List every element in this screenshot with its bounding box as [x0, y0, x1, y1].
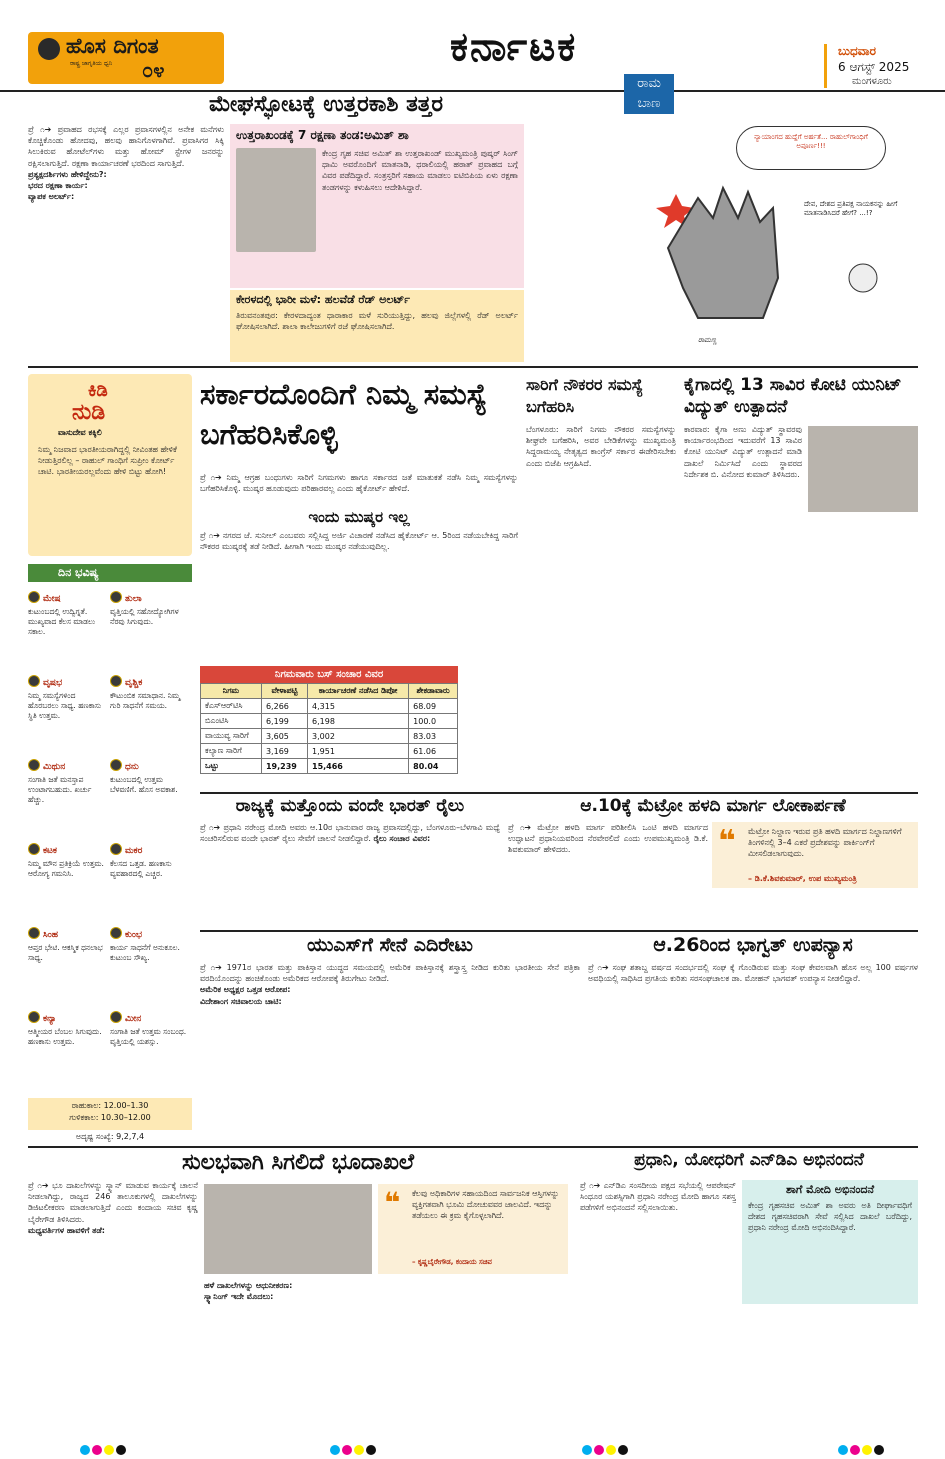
- registration-marks-3: [582, 1440, 630, 1459]
- kerala-headline: ಕೇರಳದಲ್ಲಿ ಭಾರೀ ಮಳೆ: ಹಲವೆಡೆ ರೆಡ್ ಅಲರ್ಟ್: [236, 293, 410, 306]
- table-cell: ವಾಯುವ್ಯ ಸಾರಿಗೆ: [201, 729, 262, 744]
- horoscope-sign-text: ನಿಮ್ಮ ಮೌನ ಪ್ರತಿಕ್ರಿಯೆ ಉತ್ತಮ. ಆರೋಗ್ಯ ಗಮನಿಸಿ.: [28, 859, 104, 878]
- vidyut-headline-wrap: [684, 374, 918, 418]
- table-row: [201, 714, 458, 729]
- brand-number: ೦೪: [142, 58, 165, 82]
- row-divider-2: [200, 792, 918, 794]
- cartoon-panel: [628, 118, 918, 362]
- horoscope-sign-text: ನಿಮ್ಮ ಸಮಸ್ಯೆಗಳಿಂದ ಹೊರಬರಲು ಸಾಧ್ಯ. ಹಣಕಾಸು ಸ್ಥಿತಿ ಉತ್ತಮ.: [28, 691, 102, 720]
- bus-table-header-cell: ಶೇಕಡಾವಾರು: [409, 684, 458, 699]
- horoscope-sign-name: ಕುಂಭ: [125, 930, 143, 940]
- cartoon-caption: ದೇವ, ದೇಶದ ಪ್ರತಿಪಕ್ಷ ನಾಯಕನನ್ನು ಹೀಗೆ ಮಾತನಾಡಿಸಿದರೆ ಹೇಗೆ? ...!?: [804, 200, 898, 217]
- table-cell: 6,198: [308, 714, 409, 729]
- bhoodakhale-headline: ಸುಲಭವಾಗಿ ಸಿಗಲಿದೆ ಭೂದಾಖಲೆ: [181, 1150, 415, 1175]
- logo-emblem-icon: [38, 38, 60, 60]
- metro-quote-box: [712, 822, 918, 888]
- kidi-author: ವಾಸುದೇವ ಕಕ್ಕಿಲಿ: [58, 428, 102, 437]
- amitshah-photo: [236, 148, 316, 252]
- table-cell: ಒಟ್ಟು: [201, 759, 262, 774]
- horoscope-sign: [110, 838, 188, 918]
- horoscope-sign-name: ಕನ್ಯಾ: [43, 1014, 57, 1024]
- vandebharat-body-text: ಪ್ರೆ ೧➔ ಪ್ರಧಾನಿ ನರೇಂದ್ರ ಮೋದಿ ಅವರು ಆ.10ರ ಭಾನುವಾರ ರಾಜ್ಯ ಪ್ರವಾಸದಲ್ಲಿದ್ದು, ಬೆಂಗಳೂರು–ಬೆಳಗಾವಿ ಮಧ್ಯೆ ಸಂಚರಿಸಲಿರುವ ವಂದೇ ಭಾರತ್ ರೈಲು ಸೇವೆಗೆ ಚಾಲನೆ ನೀಡಲಿದ್ದಾರೆ.: [200, 823, 500, 844]
- table-cell: ಬಿಎಂಟಿಸಿ: [201, 714, 262, 729]
- horoscope-sign-name: ಮಕರ: [125, 846, 143, 856]
- section-title: ಕರ್ನಾಟಕ: [450, 24, 578, 70]
- horoscope-sign-text: ಕೌಟುಂಬಿಕ ಸಮಾಧಾನ. ನಿಮ್ಮ ಗುರಿ ಸಾಧನೆಗೆ ಸಮಯ.: [110, 691, 181, 710]
- horoscope-sign: [28, 586, 106, 666]
- amitshah-body: ಕೇಂದ್ರ ಗೃಹ ಸಚಿವ ಅಮಿತ್ ಶಾ ಉತ್ತರಾಖಂಡ್ ಮುಖ್ಯಮಂತ್ರಿ ಪುಷ್ಕರ್ ಸಿಂಗ್ ಧಾಮಿ ಅವರೊಂದಿಗೆ ಮಾತನಾಡಿ, ಧರಾಲಿಯಲ್ಲಿ ಹಠಾತ್ ಪ್ರವಾಹದ ಬಗ್ಗೆ ವಿವರ ಪಡೆದಿದ್ದಾರೆ. ಸಂತ್ರಸ್ತರಿಗೆ ಸಹಾಯ ಮಾಡಲು ಐಟಿಬಿಪಿಯ ಏಳು ರಕ್ಷಣಾ ತಂಡಗಳನ್ನು ಕಳುಹಿಸಲು ಆದೇಶಿಸಿದ್ದಾರೆ.: [322, 149, 518, 192]
- zodiac-icon: [110, 843, 122, 855]
- metro-body-cont: [712, 892, 918, 926]
- horoscope-sign-name: ಸಿಂಹ: [43, 930, 59, 940]
- horoscope-sign: [28, 754, 106, 834]
- noukara-headline-wrap: [526, 374, 676, 418]
- horoscope-sign: [28, 838, 106, 918]
- table-row: [201, 729, 458, 744]
- brand-tagline: ರಾಷ್ಟ್ರ ಜಾಗೃತಿಯ ಧ್ವನಿ: [70, 60, 113, 67]
- table-cell: 3,002: [308, 729, 409, 744]
- zodiac-icon: [110, 759, 122, 771]
- issue-city: ಮಂಗಳೂರು: [852, 76, 892, 87]
- table-cell: 68.09: [409, 699, 458, 714]
- bus-table-header-cell: ಕಾರ್ಯಾಚರಣೆ ನಡೆಸಿದ ಡಿಪೋ: [308, 684, 409, 699]
- vidyut-photo: [808, 426, 918, 512]
- nda-body: ಪ್ರೆ ೧➔ ಎನ್‌ಡಿಎ ಸಂಸದೀಯ ಪಕ್ಷದ ಸಭೆಯಲ್ಲಿ ಆಪರೇಷನ್ ಸಿಂಧೂರ ಯಶಸ್ಸಿಗಾಗಿ ಪ್ರಧಾನಿ ನರೇಂದ್ರ ಮೋದಿ ಹಾಗೂ ಸಶಸ್ತ್ರ ಪಡೆಗಳಿಗೆ ಅಭಿನಂದನೆ ಸಲ್ಲಿಸಲಾಯಿತು.: [580, 1181, 736, 1213]
- horoscope-title: ದಿನ ಭವಿಷ್ಯ: [28, 564, 192, 582]
- bhoodakhale-subhead-3: ಸ್ಕ್ಯಾನಿಂಗ್ ಇದೇ ಮೊದಲು:: [204, 1292, 274, 1302]
- cartoon-speech-bubble-1: ನ್ಯಾಯಾಂಗದ ಹುದ್ದೆಗೆ ಅರ್ಹತೆ... ರಾಹುಲ್‌ಗಾಂಧಿಗೆ ಅಪೂರ್ಣ!!!: [736, 126, 886, 170]
- bus-table-title: ನಿಗಮವಾರು ಬಸ್ ಸಂಚಾರ ವಿವರ: [200, 666, 458, 683]
- cloudburst-headline-wrap: [28, 92, 624, 118]
- bhagwat-body: ಪ್ರೆ ೧➔ ಸಂಘ ಶತಾಬ್ದ ವರ್ಷದ ಸಂದರ್ಭದಲ್ಲಿ ಸಂಘ ಕ್ಕೆ ಗೊಂಡಿರುವ ಮತ್ತು ಸಂಘ ಕೇವಲವಾಗಿ ಹೊಸ ಅಲ್ಲ 100 ವರ್ಷಗಳ ಅವಧಿಯಲ್ಲಿ ಸಾಧಿಸಿದ ಪ್ರಗತಿಯ ಕುರಿತು ಸರಸಂಘಚಾಲಕ ಡಾ. ಮೋಹನ್ ಭಾಗವತ್ ಉಪನ್ಯಾಸ ನೀಡಲಿದ್ದಾರೆ.: [588, 963, 918, 984]
- metro-quote: ಮೆಟ್ರೋ ನಿಲ್ದಾಣ ಇರುವ ಪ್ರತಿ ಹಳದಿ ಮಾರ್ಗದ ನಿಲ್ದಾಣಗಳಿಗೆ ತಿಂಗಳಿನಲ್ಲಿ 3–4 ಎಕರೆ ಪ್ರದೇಶವನ್ನು ಪಾರ್ಕಿಂಗ್‌ಗೆ ಮೀಸಲಿಡಲಾಗುವುದು.: [748, 827, 902, 859]
- vandebharat-headline: ರಾಜ್ಯಕ್ಕೆ ಮತ್ತೊಂದು ವಂದೇ ಭಾರತ್ ರೈಲು: [235, 796, 465, 816]
- table-cell: 61.06: [409, 744, 458, 759]
- horoscope-sign-name: ಮಿಥುನ: [43, 762, 66, 772]
- table-cell: 80.04: [409, 759, 458, 774]
- issue-day: ಬುಧವಾರ: [838, 44, 876, 58]
- bhoodakhale-quote: ಕೆಲವು ಅಧಿಕಾರಿಗಳ ಸಹಾಯದಿಂದ ಸಾರ್ವಜನಿಕ ಆಸ್ತಿಗಳನ್ನು ವ್ಯಕ್ತಿಗತವಾಗಿ ಭೂಮಿ ದೋಚುವವರ ಜಾಲವಿದೆ. ಇದನ್ನು ತಡೆಯಲು ಈ ಕ್ರಮ ಕೈಗೊಳ್ಳಲಾಗಿದೆ.: [412, 1189, 560, 1221]
- usa-subhead-1: ಅಮೆರಿಕ ಅಧ್ಯಕ್ಷರ ಒತ್ತಡ ಆರೋಪ:: [200, 985, 291, 995]
- bhoodakhale-quote-author: – ಕೃಷ್ಣಬೈರೇಗೌಡ, ಕಂದಾಯ ಸಚಿವ: [412, 1258, 492, 1266]
- bhagwat-headline: ಆ.26ರಿಂದ ಭಾಗ್ವತ್ ಉಪನ್ಯಾಸ: [653, 934, 853, 956]
- bus-table: [200, 683, 458, 774]
- mushkara-body: ಪ್ರೆ ೧➔ ನಗರದ ಜೆ. ಸುನೀಲ್ ಎಂಬವರು ಸಲ್ಲಿಸಿದ್ದ ಅರ್ಜಿ ವಿಚಾರಣೆ ನಡೆಸಿದ ಹೈಕೋರ್ಟ್ ಆ. 5ರಿಂದ ನಡೆಯಬೇಕಿದ್ದ ಸಾರಿಗೆ ನೌಕರರ ಮುಷ್ಕರಕ್ಕೆ ತಡೆ ನೀಡಿದೆ. ಹೀಗಾಗಿ ಇಂದು ಮುಷ್ಕರ ನಡೆಯುವುದಿಲ್ಲ.: [200, 531, 518, 552]
- sarkara-headline: ಸರ್ಕಾರದೊಂದಿಗೆ ನಿಮ್ಮ ಸಮಸ್ಯೆ ಬಗೆಹರಿಸಿಕೊಳ್ಳಿ: [200, 377, 488, 451]
- horoscope-sign-text: ಕುಟುಂಬದಲ್ಲಿ ಉದ್ವಿಗ್ನತೆ. ಮುಖ್ಯವಾದ ಕೆಲಸ ಮಾಡಲು ಸಕಾಲ.: [28, 607, 96, 636]
- zodiac-icon: [28, 591, 40, 603]
- sarkara-headline-wrap: [200, 374, 518, 470]
- gulikakala: ಗುಳಿಕಕಾಲ: 10.30–12.00: [69, 1113, 151, 1122]
- table-cell: 4,315: [308, 699, 409, 714]
- kidi-subtitle: ನುಡಿ: [72, 400, 106, 425]
- horoscope-sign-name: ತುಲಾ: [125, 594, 142, 604]
- usa-body-text: ಪ್ರೆ ೧➔ 1971ರ ಭಾರತ ಮತ್ತು ಪಾಕಿಸ್ತಾನ ಯುದ್ಧದ ಸಮಯದಲ್ಲಿ ಅಮೆರಿಕ ಪಾಕಿಸ್ತಾನಕ್ಕೆ ಶಸ್ತ್ರಾಸ್ತ್ರ ನೀಡಿದ ಕುರಿತು ಭಾರತೀಯ ಸೇನೆ ಪತ್ರಿಕಾ ವರದಿಯೊಂದನ್ನು ಹಂಚಿಕೊಂಡು ಅಮೆರಿಕದ ಆರೋಪಕ್ಕೆ ತಿರುಗೇಟು ನೀಡಿದೆ.: [200, 963, 580, 984]
- horoscope-sign: [110, 922, 188, 1002]
- table-row: [201, 744, 458, 759]
- cloudburst-subhead-1: ಪ್ರತ್ಯಕ್ಷದರ್ಶಿಗಳು ಹೇಳಿದ್ದೇನು?:: [28, 169, 107, 179]
- rahukala-box: [28, 1098, 192, 1130]
- horoscope-sign-text: ಕುಟುಂಬದಲ್ಲಿ ಉತ್ತಮ ಬೆಳವಣಿಗೆ. ಹೊಸ ಅವಕಾಶ.: [110, 775, 178, 794]
- cloudburst-headline: ಮೇಘಸ್ಫೋಟಕ್ಕೆ ಉತ್ತರಕಾಶಿ ತತ್ತರ: [209, 92, 443, 117]
- zodiac-icon: [110, 927, 122, 939]
- ramabana-label-1: ರಾಮ: [637, 76, 661, 91]
- kidi-box: [28, 374, 192, 556]
- zodiac-icon: [110, 675, 122, 687]
- date-divider: [824, 44, 827, 88]
- usa-headline: ಯುಎಸ್‌ಗೆ ಸೇನೆ ಎದಿರೇಟು: [307, 934, 473, 956]
- horoscope-sign: [28, 1006, 106, 1086]
- nda-body-cont: [742, 1308, 918, 1434]
- kidi-title: ಕಿಡಿ: [88, 380, 108, 401]
- kidi-body: ನಿಮ್ಮ ನಿಜವಾದ ಭಾರತೀಯರಾಗಿದ್ದಲ್ಲಿ ನೀವಿಂತಹ ಹೇಳಿಕೆ ನೀಡುತ್ತಿರಲಿಲ್ಲ – ರಾಹುಲ್ ಗಾಂಧಿಗೆ ಸುಪ್ರೀಂ ಕೋರ್ಟ್ ಚಾಟಿ. ಭಾರತೀಯರಲ್ಲವೆಂದು ಹೇಳಿ ಬಿಟ್ಟು ಹೋಗಿ!: [38, 445, 177, 477]
- metro-body: ಪ್ರೆ ೧➔ ಮೆಟ್ರೋ ಹಳದಿ ಮಾರ್ಗ ಪರಿಶೀಲಿಸಿ ಒಂಟಿ ಹಳದಿ ಮಾರ್ಗದ ಉದ್ಘಾಟನೆ ಪ್ರಧಾನಿಯವರಿಂದ ನೆರವೇರಲಿದೆ ಎಂದು ಉಪಮುಖ್ಯಮಂತ್ರಿ ಡಿ.ಕೆ. ಶಿವಕುಮಾರ್ ಹೇಳಿದರು.: [508, 823, 708, 855]
- bhoodakhale-photo: [204, 1184, 372, 1274]
- bus-table-header-cell: ನಿಗಮ: [201, 684, 262, 699]
- horoscope-sign-name: ಧನು: [125, 762, 139, 772]
- lucky-number: ಅದೃಷ್ಟ ಸಂಖ್ಯೆ: 9,2,7,4: [75, 1132, 145, 1141]
- vidyut-body-cont: [808, 516, 918, 788]
- rahukala: ರಾಹುಕಾಲ: 12.00–1.30: [71, 1101, 149, 1110]
- horoscope-sign-name: ಮೇಷ: [43, 594, 61, 604]
- horoscope-sign-text: ವೃತ್ತಿಯಲ್ಲಿ ಸಹೋದ್ಯೋಗಿಗಳ ನೆರವು ಸಿಗುವುದು.: [110, 607, 179, 626]
- amitshah-headline: ಉತ್ತರಾಖಂಡಕ್ಕೆ 7 ರಕ್ಷಣಾ ತಂಡ:ಅಮಿತ್ ಶಾ: [236, 128, 409, 142]
- nda-box-title: ಶಾಗೆ ಮೋದಿ ಅಭಿನಂದನೆ: [785, 1183, 875, 1196]
- horoscope-sign: [110, 670, 188, 750]
- table-cell: 100.0: [409, 714, 458, 729]
- horoscope-sign-name: ಮೀನ: [125, 1014, 142, 1024]
- row-divider-1: [28, 366, 918, 368]
- horoscope-sign-name: ಕಟಕ: [43, 846, 57, 856]
- table-cell: 3,605: [261, 729, 307, 744]
- brand-name: ಹೊಸ ದಿಗಂತ: [66, 34, 159, 58]
- vandebharat-subhead: ರೈಲು ಸಂಚಾರ ವಿವರ:: [373, 834, 431, 844]
- kerala-body: ತಿರುವನಂತಪುರ: ಕೇರಳದಾದ್ಯಂತ ಧಾರಾಕಾರ ಮಳೆ ಸುರಿಯುತ್ತಿದ್ದು, ಹಲವು ಜಿಲ್ಲೆಗಳಲ್ಲಿ ರೆಡ್ ಅಲರ್ಟ್ ಘೋಷಿಸಲಾಗಿದೆ. ಶಾಲಾ ಕಾಲೇಜುಗಳಿಗೆ ರಜೆ ಘೋಷಿಸಲಾಗಿದೆ.: [236, 311, 518, 332]
- table-cell: 83.03: [409, 729, 458, 744]
- zodiac-icon: [28, 843, 40, 855]
- table-cell: 15,466: [308, 759, 409, 774]
- zodiac-icon: [110, 1011, 122, 1023]
- zodiac-icon: [28, 759, 40, 771]
- horoscope-grid: [28, 586, 192, 1094]
- nda-box: [742, 1180, 918, 1304]
- table-cell: 19,239: [261, 759, 307, 774]
- zodiac-icon: [28, 675, 40, 687]
- horoscope-sign-text: ಆಪ್ತರ ಭೇಟಿ. ಆಕಸ್ಮಿಕ ಧನಲಾಭ ಸಾಧ್ಯ.: [28, 943, 103, 962]
- zodiac-icon: [110, 591, 122, 603]
- amitshah-story-box: [230, 124, 524, 288]
- usa-subhead-2: ವಿದೇಶಾಂಗ ಸಚಿವಾಲಯ ಚಾಟಿ:: [200, 996, 282, 1006]
- horoscope-sign: [110, 1006, 188, 1086]
- bhoodakhale-body: [28, 1180, 198, 1434]
- horoscope-sign-text: ಕಾರ್ಯ ಸಾಧನೆಗೆ ಅನುಕೂಲ. ಕುಟುಂಬ ಸೌಖ್ಯ.: [110, 943, 180, 962]
- bus-table-header-cell: ವೇಳಾಪಟ್ಟಿ: [261, 684, 307, 699]
- cloudburst-body-text: ಪ್ರೆ ೧➔ ಪ್ರವಾಹದ ರಭಸಕ್ಕೆ ಎಲ್ಲರ ಪ್ರವಾಸಗಳಲ್ಲಿನ ಅನೇಕ ಮನೆಗಳು ಕೊಚ್ಚಿಕೊಂಡು ಹೋದವು, ಹಲವು ಹಾನಿಗೊಳಗಾಗಿವೆ. ಪ್ರವಾಸಿಗರ ಸಿಕ್ಕಿ ಸಿಲುಕಿರುವ ಹೋಟೆಲ್‌ಗಳು ಮತ್ತು ಹೋಮ್ ಸ್ಟೇಗಳ ಜನರನ್ನು ರಕ್ಷಿಸಲಾಗುತ್ತಿದೆ. ರಕ್ಷಣಾ ಕಾರ್ಯಾಚರಣೆ ಭರದಿಂದ ಸಾಗುತ್ತಿದೆ.: [28, 125, 224, 168]
- registration-marks-1: [80, 1440, 128, 1459]
- horoscope-sign-name: ವೃಷಭ: [43, 678, 63, 688]
- masthead: [0, 0, 945, 92]
- bhoodakhale-subhead-1: ಮಧ್ಯವರ್ತಿಗಳ ಹಾವಳಿಗೆ ತಡೆ:: [28, 1225, 106, 1235]
- quote-mark-icon: ❝: [718, 824, 736, 859]
- registration-marks-4: [838, 1440, 886, 1459]
- cloudburst-body: [28, 124, 224, 360]
- metro-quote-author: – ಡಿ.ಕೆ.ಶಿವಕುಮಾರ್, ಉಪ ಮುಖ್ಯಮಂತ್ರಿ: [748, 874, 857, 883]
- usa-body: [200, 962, 580, 1140]
- row-divider-3: [200, 930, 918, 932]
- table-cell: 1,951: [308, 744, 409, 759]
- nda-headline: ಪ್ರಧಾನಿ, ಯೋಧರಿಗೆ ಎನ್‌ಡಿಎ ಅಭಿನಂದನೆ: [634, 1150, 864, 1170]
- vidyut-headline: ಕೈಗಾದಲ್ಲಿ 13 ಸಾವಿರ ಕೋಟಿ ಯುನಿಟ್ ವಿದ್ಯುತ್ ಉತ್ಪಾದನೆ: [684, 375, 902, 417]
- row-divider-4: [28, 1146, 918, 1148]
- horoscope-sign-text: ಕೆಲಸದ ಒತ್ತಡ. ಹಣಕಾಸು ವ್ಯವಹಾರದಲ್ಲಿ ಎಚ್ಚರ.: [110, 859, 172, 878]
- vidyut-body: ಕಾರವಾರ: ಕೈಗಾ ಅಣು ವಿದ್ಯುತ್ ಸ್ಥಾವರವು ಕಾರ್ಯಾರಂಭದಿಂದ ಇದುವರೆಗೆ 13 ಸಾವಿರ ಕೋಟಿ ಯುನಿಟ್ ವಿದ್ಯುತ್ ಉತ್ಪಾದನೆ ಮಾಡಿ ದಾಖಲೆ ನಿರ್ಮಿಸಿದೆ ಎಂದು ಸ್ಥಾವರದ ನಿರ್ದೇಶಕ ಬಿ. ವಿನೋದ ಕುಮಾರ್ ತಿಳಿಸಿದರು.: [684, 425, 802, 479]
- zodiac-icon: [28, 1011, 40, 1023]
- horoscope-sign-text: ಸಂಗಾತಿ ಜತೆ ಉತ್ತಮ ಸಂಬಂಧ. ವೃತ್ತಿಯಲ್ಲಿ ಯಶಸ್ಸು.: [110, 1027, 187, 1046]
- table-cell: 6,199: [261, 714, 307, 729]
- horoscope-sign: [28, 922, 106, 1002]
- table-cell: 3,169: [261, 744, 307, 759]
- sarkara-body: ಪ್ರೆ ೧➔ ನಿಮ್ಮ ಆಗ್ರಹ ಬಂಧುಗಳು ಸಾರಿಗೆ ನಿಗಮಗಳು ಹಾಗೂ ಸರ್ಕಾರದ ಜತೆ ಮಾತುಕತೆ ನಡೆಸಿ ನಿಮ್ಮ ಸಮಸ್ಯೆಗಳನ್ನು ಬಗೆಹರಿಸಿಕೊಳ್ಳಿ. ಮುಷ್ಕರ ಹೂಡುವುದು ಪರಿಹಾರವಲ್ಲ ಎಂದು ಹೈಕೋರ್ಟ್ ಹೇಳಿದೆ.: [200, 473, 518, 494]
- table-cell: ಕಲ್ಯಾಣ ಸಾರಿಗೆ: [201, 744, 262, 759]
- horoscope-sign: [28, 670, 106, 750]
- horoscope-sign: [110, 586, 188, 666]
- cartoon-artist: ರಾಮಣ್ಣ: [698, 336, 717, 344]
- table-cell: ಕೆಎಸ್ಆರ್‌ಟಿಸಿ: [201, 699, 262, 714]
- noukara-headline: ಸಾರಿಗೆ ನೌಕರರ ಸಮಸ್ಯೆ ಬಗೆಹರಿಸಿ: [526, 375, 644, 416]
- quote-mark-icon-2: ❝: [384, 1186, 401, 1219]
- mushkara-headline: ಇಂದು ಮುಷ್ಕರ ಇಲ್ಲ: [308, 508, 410, 526]
- bus-table-header-row: [201, 684, 458, 699]
- horoscope-sign-text: ಆತ್ಮೀಯರ ಬೆಂಬಲ ಸಿಗುವುದು. ಹಣಕಾಸು ಉತ್ತಮ.: [28, 1027, 102, 1046]
- zodiac-icon: [28, 927, 40, 939]
- horoscope-sign-text: ಸಂಗಾತಿ ಜತೆ ಮನಸ್ತಾಪ ಉಂಟಾಗಬಹುದು. ಖರ್ಚು ಹೆಚ್ಚು.: [28, 775, 92, 804]
- bhoodakhale-quote-box: [378, 1184, 568, 1274]
- bus-table-wrap: [200, 666, 458, 774]
- ramabana-label: [624, 74, 674, 114]
- horoscope-sign-name: ವೃಶ್ಚಿಕ: [125, 678, 143, 688]
- bhoodakhale-body-text: ಪ್ರೆ ೧➔ ಭೂ ದಾಖಲೆಗಳನ್ನು ಸ್ಕ್ಯಾನ್ ಮಾಡುವ ಕಾರ್ಯಕ್ಕೆ ಚಾಲನೆ ನೀಡಲಾಗಿದ್ದು, ರಾಜ್ಯದ 246 ತಾಲೂಕುಗಳಲ್ಲಿ ದಾಖಲೆಗಳನ್ನು ಡಿಜಿಟಲೀಕರಣ ಮಾಡಲಾಗುತ್ತಿದೆ ಎಂದು ಕಂದಾಯ ಸಚಿವ ಕೃಷ್ಣ ಬೈರೇಗೌಡ ತಿಳಿಸಿದರು.: [28, 1181, 198, 1224]
- table-cell: 6,266: [261, 699, 307, 714]
- nda-box-body: ಕೇಂದ್ರ ಗೃಹಸಚಿವ ಅಮಿತ್ ಶಾ ಅವರು ಅತಿ ದೀರ್ಘಾವಧಿಗೆ ದೇಶದ ಗೃಹಸಚಿವರಾಗಿ ಸೇವೆ ಸಲ್ಲಿಸಿದ ದಾಖಲೆ ಬರೆದಿದ್ದು, ಪ್ರಧಾನಿ ನರೇಂದ್ರ ಮೋದಿ ಅಭಿನಂದಿಸಿದ್ದಾರೆ.: [748, 1201, 912, 1233]
- ramabana-label-2: ಬಾಣ: [637, 96, 661, 111]
- cloudburst-subhead-2: ಭರದ ರಕ್ಷಣಾ ಕಾರ್ಯ:: [28, 181, 88, 191]
- cloudburst-subhead-3: ವ್ಯಾಪಕ ಅಲರ್ಟ್:: [28, 192, 75, 202]
- metro-headline: ಆ.10ಕ್ಕೆ ಮೆಟ್ರೋ ಹಳದಿ ಮಾರ್ಗ ಲೋಕಾರ್ಪಣೆ: [580, 796, 846, 816]
- kerala-story-box: [230, 290, 524, 362]
- bhoodakhale-subhead-2: ಹಳೆ ದಾಖಲೆಗಳನ್ನು ಆಧುನೀಕರಣ:: [204, 1281, 293, 1290]
- noukara-body: ಬೆಂಗಳೂರು: ಸಾರಿಗೆ ನಿಗಮ ನೌಕರರ ಸಮಸ್ಯೆಗಳನ್ನು ಶೀಘ್ರವೇ ಬಗೆಹರಿಸಿ, ಅವರ ಬೇಡಿಕೆಗಳನ್ನು ಮುಖ್ಯಮಂತ್ರಿ ಸಿದ್ದರಾಮಯ್ಯ ನೇತೃತ್ವದ ಕಾಂಗ್ರೆಸ್ ಸರ್ಕಾರ ಈಡೇರಿಸಬೇಕು ಎಂದು ಬಿಜೆಪಿ ಆಗ್ರಹಿಸಿದೆ.: [526, 425, 676, 468]
- table-row: [201, 699, 458, 714]
- issue-date: 6 ಆಗಸ್ಟ್ 2025: [838, 60, 910, 74]
- mushkara-body-cont: [462, 666, 518, 786]
- horoscope-sign: [110, 754, 188, 834]
- bhoodakhale-body-cont: [204, 1280, 568, 1434]
- table-row: [201, 759, 458, 774]
- registration-marks-2: [330, 1440, 378, 1459]
- vandebharat-body: [200, 822, 500, 926]
